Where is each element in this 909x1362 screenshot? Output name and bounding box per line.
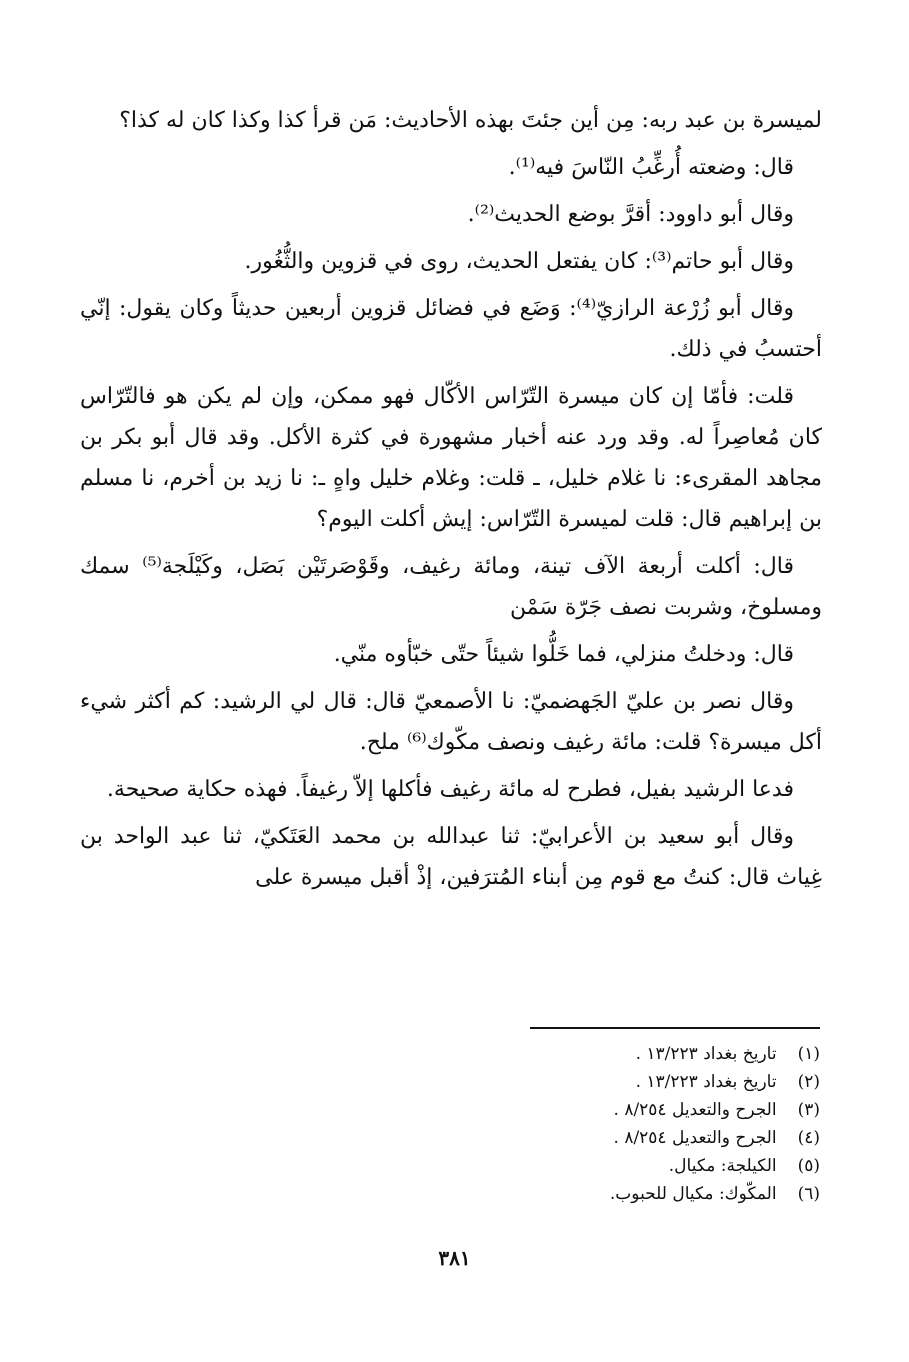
paragraph: وقال نصر بن عليّ الجَهضميّ: نا الأصمعيّ قال: قال لي الرشيد: كم أكثر شيء أكل ميسرة؟ قلت: مائة رغيف ونصف مكّوك⁽⁶⁾ ملح. xyxy=(80,689,822,755)
footnote xyxy=(380,1180,820,1208)
paragraph: فدعا الرشيد بفيل، فطرح له مائة رغيف فأكلها إلاّ رغيفاً. فهذه حكاية صحيحة. xyxy=(106,777,794,802)
footnotes xyxy=(380,1040,820,1208)
footnote-number: (١) xyxy=(797,1044,820,1064)
paragraph: قال: أكلت أربعة الآف تينة، ومائة رغيف، وقَوْصَرتَيْن بَصَل، وكَيْلَجة⁽⁵⁾ سمك ومسلوخ، وشربت نصف جَرّة سَمْن xyxy=(80,554,822,620)
paragraph: وقال أبو سعيد بن الأعرابيّ: ثنا عبدالله بن محمد العَتَكيّ، ثنا عبد الواحد بن غِياث قال: كنتُ مع قوم مِن أبناء المُترَفين، إذْ أقبل ميسرة على xyxy=(80,824,822,890)
footnote-text: الكيلجة: مكيال. xyxy=(668,1156,777,1176)
footnote-text: تاريخ بغداد ١٣/٢٢٣ . xyxy=(635,1044,777,1064)
footnote-text: الجرح والتعديل ٨/٢٥٤ . xyxy=(613,1100,777,1120)
footnote-number: (٤) xyxy=(797,1128,820,1148)
footnote xyxy=(380,1152,820,1180)
footnote xyxy=(380,1096,820,1124)
footnote-text: تاريخ بغداد ١٣/٢٢٣ . xyxy=(635,1072,777,1092)
paragraph: قال: وضعته أُرغِّبُ النّاسَ فيه⁽¹⁾. xyxy=(508,155,794,180)
paragraph: قال: ودخلتُ منزلي، فما خَلُّوا شيئاً حتّى خبّأوه منّي. xyxy=(333,642,794,667)
footnote-text: الجرح والتعديل ٨/٢٥٤ . xyxy=(613,1128,777,1148)
main-text xyxy=(80,100,822,904)
footnote-number: (٣) xyxy=(797,1100,820,1120)
paragraph: وقال أبو داوود: أقرَّ بوضع الحديث⁽²⁾. xyxy=(467,202,794,227)
footnote xyxy=(380,1068,820,1096)
footnote-number: (٢) xyxy=(797,1072,820,1092)
paragraph: لميسرة بن عبد ربه: مِن أين جئتَ بهذه الأحاديث: مَن قرأ كذا وكذا كان له كذا؟ xyxy=(119,108,822,133)
paragraph: وقال أبو حاتم⁽³⁾: كان يفتعل الحديث، روى في قزوين والثُّغُور. xyxy=(244,249,794,274)
footnote-number: (٥) xyxy=(797,1156,820,1176)
page-number: ٣٨١ xyxy=(438,1246,471,1270)
footnote xyxy=(380,1124,820,1152)
footnote-number: (٦) xyxy=(797,1184,820,1204)
footnote xyxy=(380,1040,820,1068)
footnote-text: المكّوك: مكيال للحبوب. xyxy=(609,1184,777,1204)
paragraph: قلت: فأمّا إن كان ميسرة التّرّاس الأكّال فهو ممكن، وإن لم يكن هو فالتّرّاس كان مُعاصِراً له. وقد ورد عنه أخبار مشهورة في كثرة الأكل. وقد قال أبو بكر بن مجاهد المقرىء: نا غلام خليل، ـ قلت: وغلام خليل واهٍ ـ: نا زيد بن أخرم، نا مسلم بن إبراهيم قال: قلت لميسرة التّرّاس: إيش أكلت اليوم؟ xyxy=(80,384,823,532)
footnote-divider xyxy=(530,1027,820,1029)
paragraph: وقال أبو زُرْعة الرازيّ⁽⁴⁾: وَضَع في فضائل قزوين أربعين حديثاً وكان يقول: إنّي أحتسبُ في ذلك. xyxy=(80,296,822,362)
